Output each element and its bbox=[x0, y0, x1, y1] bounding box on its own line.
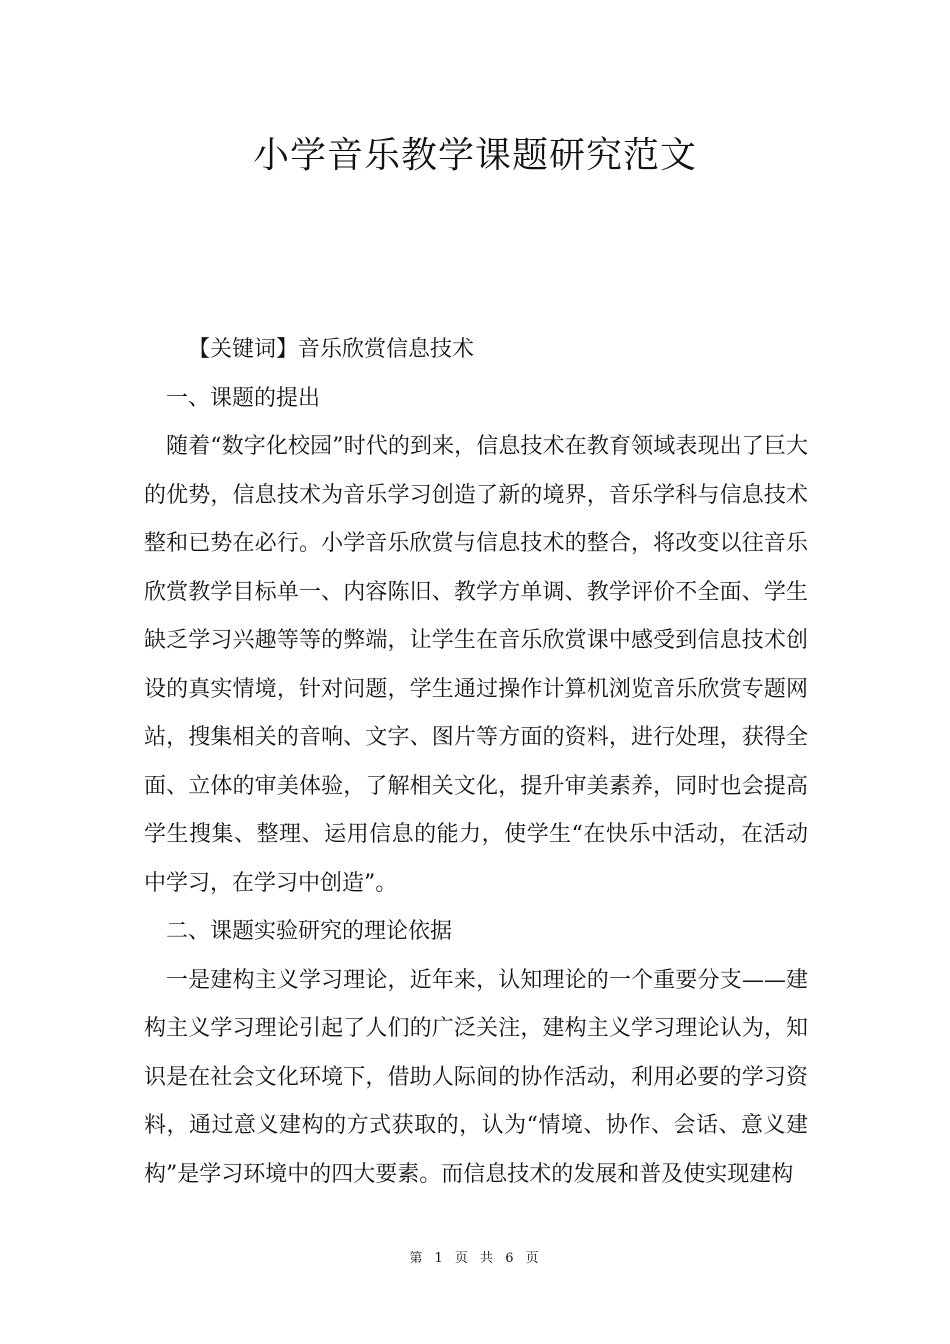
section-heading-1: 一、课题的提出 bbox=[166, 385, 321, 411]
section-paragraph-2: 一是建构主义学习理论，近年来，认知理论的一个重要分支——建构主义学习理论引起了人们的广泛关注，建构主义学习理论认为，知识是在社会文化环境下，借助人际间的协作活动，利用必要的学习资料，通过意义建构的方式获取的，认为“情境、协作、会话、意义建构”是学习环境中的四大要素。而信息技术的发展和普及使实现建构 bbox=[144, 967, 808, 1187]
section-heading-2: 二、课题实验研究的理论依据 bbox=[166, 919, 453, 944]
document-body bbox=[144, 326, 808, 1199]
section-paragraph-1: 随着“数字化校园”时代的到来，信息技术在教育领域表现出了巨大的优势，信息技术为音乐学习创造了新的境界，音乐学科与信息技术整和已势在必行。小学音乐欣赏与信息技术的整合，将改变以往音乐欣赏教学目标单一、内容陈旧、教学方单调、教学评价不全面、学生缺乏学习兴趣等等的弊端，让学生在音乐欣赏课中感受到信息技术创设的真实情境，针对问题，学生通过操作计算机浏览音乐欣赏专题网站，搜集相关的音响、文字、图片等方面的资料，进行处理，获得全面、立体的审美体验，了解相关文化，提升审美素养，同时也会提高学生搜集、整理、运用信息的能力，使学生“在快乐中活动，在活动中学习，在学习中创造”。 bbox=[144, 434, 808, 896]
keywords-line: 【关键词】音乐欣赏信息技术 bbox=[188, 337, 475, 362]
page-number-footer: 第 1 页 共 6 页 bbox=[409, 1251, 541, 1266]
document-title: 小学音乐教学课题研究范文 bbox=[252, 135, 697, 176]
